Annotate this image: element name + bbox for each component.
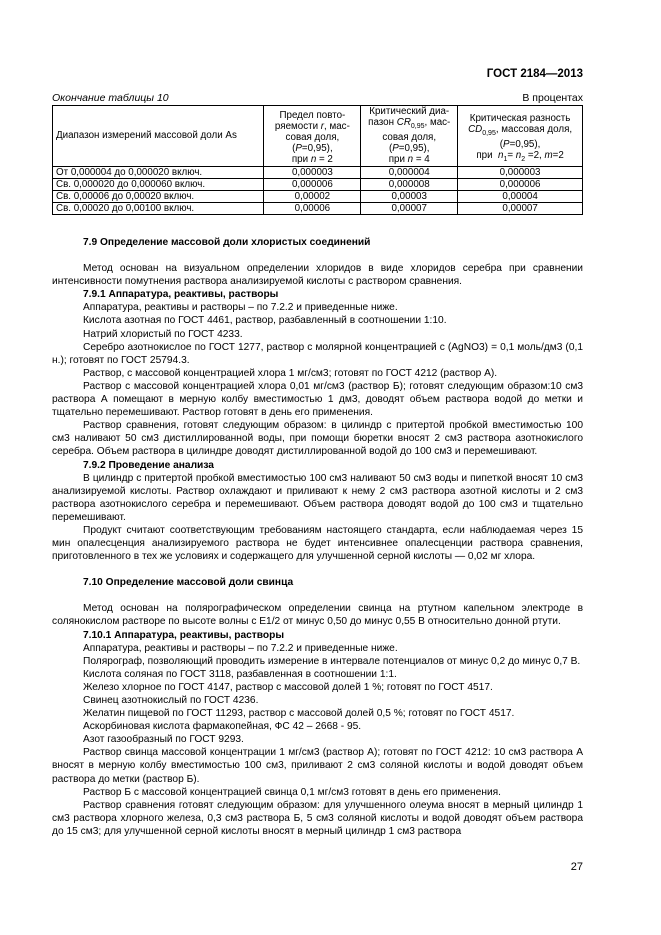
paragraph: Раствор свинца массовой концентрации 1 мг/см3 (раствор А); готовят по ГОСТ 4212: 10 см3 раствора А вносят в мерную колбу вместимостью 100 см3, приливают 2 см3 соляной кислоты и водой доводят объем раствора до метки (раствор Б).	[52, 747, 583, 785]
cell-value: 0,000003	[264, 166, 361, 178]
cell-value: 0,000006	[264, 178, 361, 190]
section-heading-7-9: 7.9 Определение массовой доли хлористых соединений	[83, 237, 371, 248]
section-heading-7-10: 7.10 Определение массовой доли свинца	[83, 577, 294, 589]
cell-value: 0,00006	[264, 202, 361, 214]
table-row	[53, 202, 583, 214]
paragraph: Аппаратура, реактивы и растворы – по 7.2.2 и приведенные ниже.	[83, 302, 398, 314]
paragraph: В цилиндр с притертой пробкой вместимостью 100 см3 наливают 50 см3 воды и пипеткой вносят 10 см3 анализируемой кислоты. Раствор охлаждают и приливают к нему 2 см3 раствора азотной кислоты и 2 см3 раствора азотнокислого серебра и перемешивают. Объем раствора доводят водой до 100 см3 и тщательно перемешивают.	[52, 472, 583, 523]
cell-value: 0,000008	[361, 178, 458, 190]
table-caption: Окончание таблицы 10	[52, 92, 169, 104]
cell-value: 0,00003	[361, 190, 458, 202]
col-header-critical-difference: Критическая разность $CD_{0,95}$, массовая доля, (P=0,95), при $n_1= n_2 =2$, m=2	[458, 106, 583, 167]
paragraph: Раствор Б с массовой концентрацией свинца 0,1 мг/см3 готовят в день его применения.	[83, 786, 502, 798]
subsection-heading-7-9-1: 7.9.1 Аппаратура, реактивы, растворы	[83, 289, 279, 301]
cell-value: 0,000006	[458, 178, 583, 190]
paragraph: Полярограф, позволяющий проводить измерение в интервале потенциалов от минус 0,2 до минус 0,7 В.	[83, 655, 581, 667]
table-units: В процентах	[522, 92, 583, 104]
col-header-repeatability: Предел повто- ряемости r, мас- совая доля, (P=0,95), при n = 2	[264, 106, 361, 167]
table-row	[53, 166, 583, 178]
paragraph: Метод основан на полярографическом определении свинца на ртутном капельном электроде в солянокислом растворе по высоте волны с E1/2 от минус 0,50 до минус 0,55 В относительно донной ртути.	[52, 603, 583, 628]
cell-value: 0,00007	[458, 202, 583, 214]
paragraph: Серебро азотнокислое по ГОСТ 1277, раствор с молярной концентрацией c (AgNO3) = 0,1 моль/дм3 (0,1 н.); готовят по ГОСТ 25794.3.	[52, 341, 583, 366]
paragraph: Натрий хлористый по ГОСТ 4233.	[83, 328, 243, 340]
paragraph: Аппаратура, реактивы и растворы – по 7.2.2 и приведенные ниже.	[83, 642, 398, 654]
paragraph: Раствор, с массовой концентрацией хлора 1 мг/см3; готовят по ГОСТ 4212 (раствор А).	[83, 367, 498, 379]
cell-value: 0,000004	[361, 166, 458, 178]
paragraph: Аскорбиновая кислота фармакопейная, ФС 42 – 2668 - 95.	[83, 721, 362, 733]
paragraph: Раствор сравнения, готовят следующим образом: в цилиндр с притертой пробкой вместимостью 100 см3 наливают 50 см3 дистиллированной воды, при помощи бюретки вносят 2 см3 раствора азотнокислого серебра. Объем раствора в цилиндре доводят дистиллированной водой до 100 см3 и перемешивают.	[52, 420, 583, 458]
document-body	[52, 236, 583, 838]
paragraph: Кислота азотная по ГОСТ 4461, раствор, разбавленный в соотношении 1:10.	[83, 315, 447, 327]
paragraph: Метод основан на визуальном определении хлоридов в виде хлоридов серебра при сравнении интенсивности помутнения раствора анализируемой кислоты с раствором сравнения.	[52, 263, 583, 288]
paragraph: Железо хлорное по ГОСТ 4147, раствор с массовой долей 1 %; готовят по ГОСТ 4517.	[83, 681, 493, 693]
table-header-row	[53, 106, 583, 167]
col-header-critical-range: Критический диа- пазон $CR_{0,95}$, мас- совая доля, (P=0,95), при n = 4	[361, 106, 458, 167]
cell-range: Св. 0,000020 до 0,000060 включ.	[53, 178, 264, 190]
paragraph: Азот газообразный по ГОСТ 9293.	[83, 734, 244, 746]
cell-value: 0,00007	[361, 202, 458, 214]
cell-value: 0,00002	[264, 190, 361, 202]
col-header-range: Диапазон измерений массовой доли As	[53, 106, 264, 167]
cell-value: 0,00004	[458, 190, 583, 202]
subsection-heading-7-9-2: 7.9.2 Проведение анализа	[83, 459, 214, 471]
cell-range: Св. 0,00006 до 0,00020 включ.	[53, 190, 264, 202]
paragraph: Свинец азотнокислый по ГОСТ 4236.	[83, 695, 259, 706]
standard-header: ГОСТ 2184—2013	[486, 68, 583, 80]
cell-value: 0,000003	[458, 166, 583, 178]
paragraph: Желатин пищевой по ГОСТ 11293, раствор с массовой долей 0,5 %; готовят по ГОСТ 4517.	[83, 708, 515, 720]
table-row	[53, 178, 583, 190]
page-number: 27	[570, 861, 583, 873]
paragraph: Кислота соляная по ГОСТ 3118, разбавленная в соотношении 1:1.	[83, 668, 397, 680]
precision-table	[52, 105, 583, 215]
subsection-heading-7-10-1: 7.10.1 Аппаратура, реактивы, растворы	[83, 629, 285, 641]
table-row	[53, 190, 583, 202]
cell-range: Св. 0,00020 до 0,00100 включ.	[53, 202, 264, 214]
paragraph: Раствор сравнения готовят следующим образом: для улучшенного олеума вносят в мерный цилиндр 1 см3 раствора хлорного железа, 0,3 см3 раствора Б, 5 см3 соляной кислоты и водой доводят объем раствора до 15 см3; для улучшенной серной кислоты вносят в мерный цилиндр 1 см3 раствора	[52, 799, 583, 837]
paragraph: Продукт считают соответствующим требованиям настоящего стандарта, если наблюдаемая через 15 мин опалесценция анализируемого раствора не будет интенсивнее опалесценции раствора сравнения, приготовленного в тех же условиях и содержащего для улучшенной серной кислоты — 0,02 мг хлора.	[52, 524, 583, 563]
paragraph: Раствор с массовой концентрацией хлора 0,01 мг/см3 (раствор Б); готовят следующим образом:10 см3 раствора А помещают в мерную колбу вместимостью 1 дм3, доводят объем раствора водой до метки и тщательно перемешивают. Раствор готовят в день его применения.	[52, 380, 583, 419]
cell-range: От 0,000004 до 0,000020 включ.	[53, 166, 264, 178]
